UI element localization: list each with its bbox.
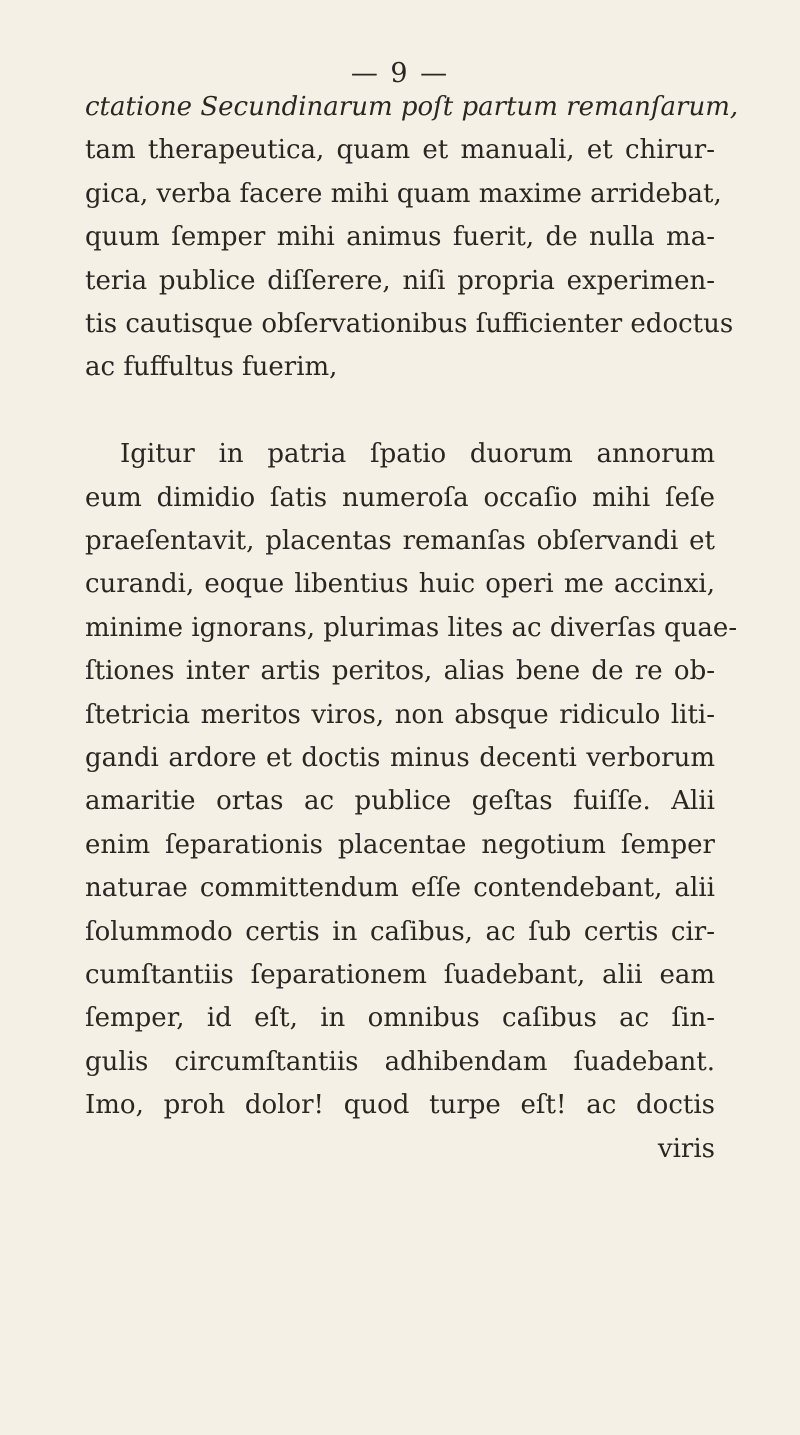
text-line: ſemper, id eſt, in omnibus caſibus ac ſin-	[85, 1003, 715, 1033]
text-line: cumſtantiis ſeparationem ſuadebant, alii eam	[85, 960, 715, 990]
text-line: gica, verba facere mihi quam maxime arridebat,	[85, 179, 722, 209]
text-line: praeſentavit, placentas remanſas obſervandi et	[85, 526, 715, 556]
text-line: ſtetricia meritos viros, non absque ridiculo liti-	[85, 700, 715, 730]
text-line: enim ſeparationis placentae negotium ſemper	[85, 830, 715, 860]
text-line: gulis circumſtantiis adhibendam ſuadebant.	[85, 1047, 715, 1077]
page-number: — 9 —	[350, 58, 450, 89]
text-line: amaritie ortas ac publice geſtas fuiſſe. Alii	[85, 786, 715, 816]
text-line: ſolummodo certis in caſibus, ac ſub certis cir-	[85, 917, 715, 947]
text-line: tis cautisque obſervationibus ſufficienter edoctus	[85, 309, 734, 339]
text-line: curandi, eoque libentius huic operi me accinxi,	[85, 569, 715, 599]
text-line: minime ignorans, plurimas lites ac diverſas quae-	[85, 613, 738, 643]
text-line: quum ſemper mihi animus fuerit, de nulla ma-	[85, 222, 715, 252]
text-line: ac fuffultus fuerim,	[85, 352, 338, 382]
text-line: ctatione Secundinarum poſt partum remanſarum,	[85, 92, 739, 122]
text-line: teria publice diſſerere, niſi propria experimen-	[85, 266, 715, 296]
text-line: naturae committendum eſſe contendebant, alii	[85, 873, 715, 903]
text-line: ſtiones inter artis peritos, alias bene de re ob-	[85, 656, 715, 686]
text-line: eum dimidio ſatis numeroſa occaſio mihi ſeſe	[85, 483, 715, 513]
text-line: Imo, proh dolor! quod turpe eſt! ac doctis	[85, 1090, 715, 1120]
catchword: viris	[657, 1134, 715, 1164]
text-line: tam therapeutica, quam et manuali, et chirur-	[85, 135, 715, 165]
text-line: gandi ardore et doctis minus decenti verborum	[85, 743, 715, 773]
text-line: Igitur in patria ſpatio duorum annorum	[120, 439, 715, 469]
